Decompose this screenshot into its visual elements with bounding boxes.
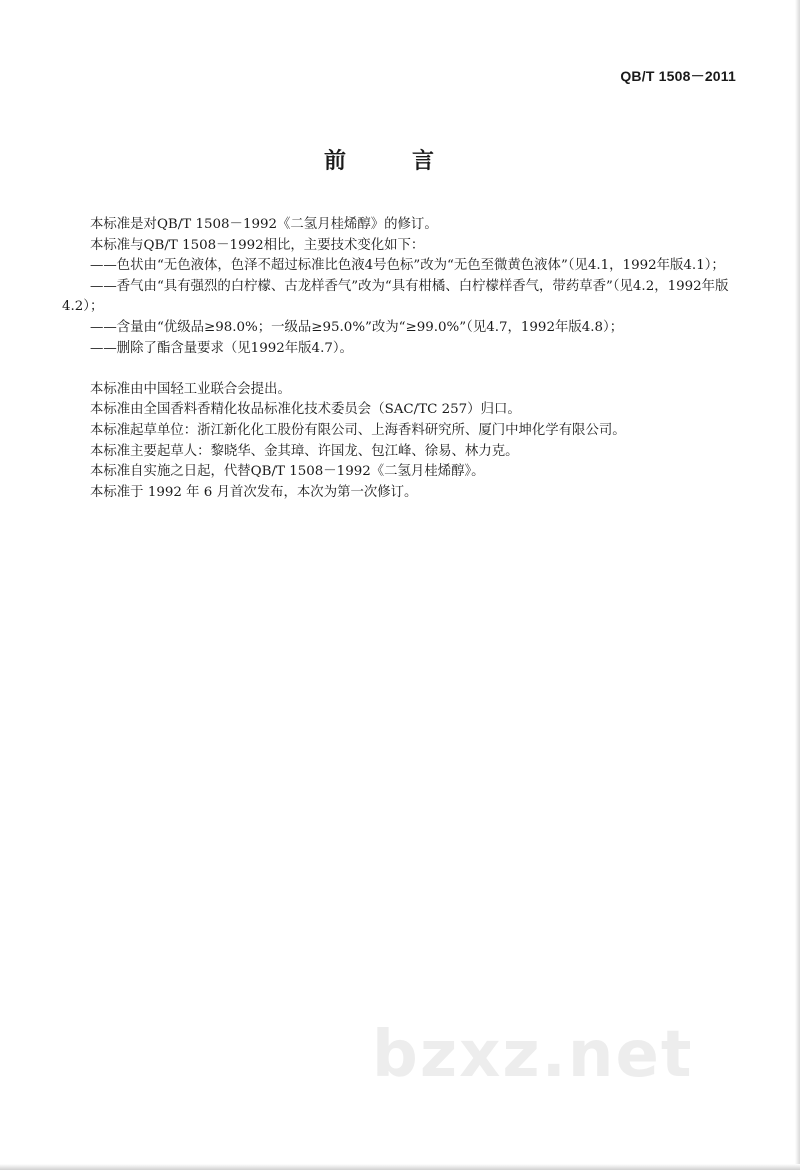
paragraph-history: 本标准于 1992 年 6 月首次发布，本次为第一次修订。 <box>90 484 418 500</box>
page-title: 前 言 <box>323 149 456 174</box>
paragraph-revision-statement: 本标准是对QB/T 1508－1992《二氢月桂烯醇》的修订。 <box>90 217 438 232</box>
paragraph-changes-intro: 本标准与QB/T 1508－1992相比，主要技术变化如下： <box>90 237 425 253</box>
paragraph-drafters: 本标准主要起草人：黎晓华、金其璋、许国龙、包江峰、徐易、林力克。 <box>90 443 519 459</box>
paragraph-change-odor: ——香气由“具有强烈的白柠檬、古龙样香气”改为“具有柑橘、白柠檬样香气，带药草香”（见4.2，1992年版4.2）； <box>62 278 729 315</box>
paragraph-replacement: 本标准自实施之日起，代替QB/T 1508－1992《二氢月桂烯醇》。 <box>90 464 485 480</box>
watermark: bzxz.net <box>372 1018 694 1092</box>
paragraph-change-color: ——色状由“无色液体，色泽不超过标准比色液4号色标”改为“无色至微黄色液体”（见4.1，1992年版4.1）； <box>90 258 725 274</box>
paragraph-drafting-units: 本标准起草单位：浙江新化化工股份有限公司、上海香料研究所、厦门中坤化学有限公司。 <box>90 422 626 438</box>
paragraph-change-ester: ——删除了酯含量要求（见1992年版4.7）。 <box>90 340 353 356</box>
standard-code: QB/T 1508－2011 <box>620 68 736 84</box>
page-edge-shadow-right <box>795 0 800 1170</box>
foreword-body <box>62 215 742 503</box>
paragraph-change-content: ——含量由“优级品≥98.0%；一级品≥95.0%”改为“≥99.0%”（见4.7，1992年版4.8）； <box>90 319 624 335</box>
paragraph-spacer <box>62 359 742 380</box>
page-edge-shadow-bottom <box>0 1164 800 1170</box>
paragraph-committee: 本标准由全国香料香精化妆品标准化技术委员会（SAC/TC 257）归口。 <box>90 402 521 418</box>
paragraph-proposer: 本标准由中国轻工业联合会提出。 <box>90 381 291 397</box>
